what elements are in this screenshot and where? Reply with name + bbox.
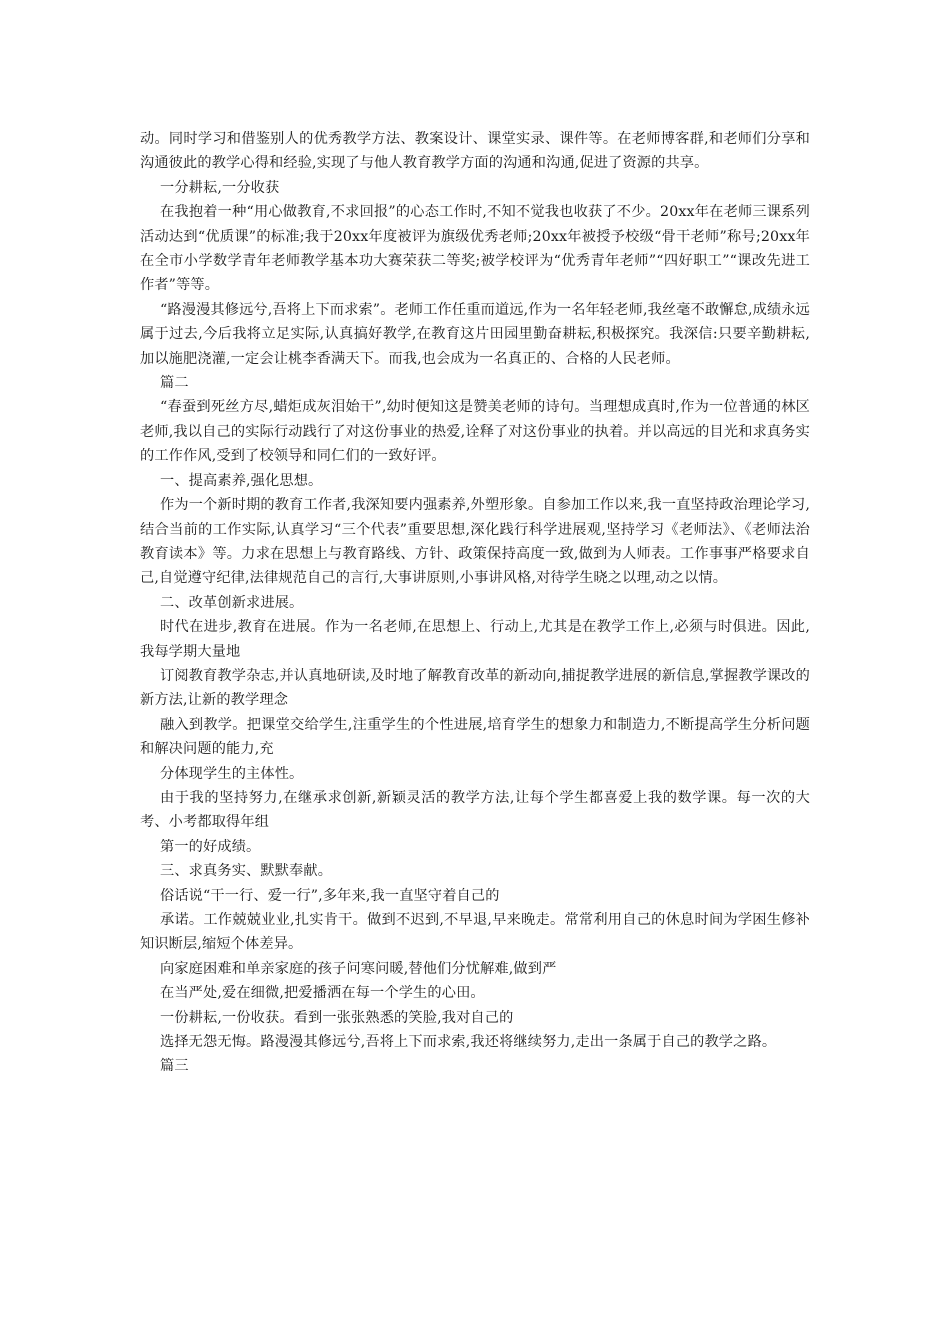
paragraph-section-2b: 订阅教育教学杂志,并认真地研读,及时地了解教育改革的新动向,捕捉教学进展的新信息,掌握教学课改的新方法,让新的教学理念 [140, 667, 810, 709]
paragraph-continuation: 动。同时学习和借鉴别人的优秀教学方法、教案设计、课堂实录、课件等。在老师博客群,和老师们分享和沟通彼此的教学心得和经验,实现了与他人教育教学方面的沟通和沟通,促进了资源的共享。 [140, 131, 810, 172]
section-heading-3: 三、求真务实、默默奉献。 [160, 863, 333, 880]
article-heading-3: 篇三 [160, 1058, 189, 1075]
paragraph-resolve: “路漫漫其修远兮,吾将上下而求索”。老师工作任重而道远,作为一名年轻老师,我丝毫不敢懈怠,成绩永远属于过去,今后我将立足实际,认真搞好教学,在教育这片田园里勤奋耕耘,积极探究。我深信:只要辛勤耕耘,加以施肥浇灌,一定会让桃李香满天下。而我,也会成为一名真正的、合格的人民老师。 [140, 301, 810, 367]
article-heading-2: 篇二 [160, 375, 189, 392]
paragraph-section-2e: 由于我的坚持努力,在继承求创新,新颖灵活的教学方法,让每个学生都喜爱上我的数学课。每一次的大考、小考都取得年组 [140, 789, 810, 831]
document-body [140, 127, 810, 1079]
paragraph-section-3e: 一份耕耘,一份收获。看到一张张熟悉的笑脸,我对自己的 [160, 1009, 514, 1026]
paragraph-section-3b: 承诺。工作兢兢业业,扎实肯干。做到不迟到,不早退,早来晚走。常常利用自己的休息时间为学困生修补知识断层,缩短个体差异。 [140, 912, 810, 953]
paragraph-section-3d: 在当严处,爱在细微,把爱播洒在每一个学生的心田。 [160, 985, 485, 1002]
section-heading-harvest: 一分耕耘,一分收获 [160, 179, 280, 196]
section-heading-2: 二、改革创新求进展。 [160, 594, 304, 611]
paragraph-section-1: 作为一个新时期的教育工作者,我深知要内强素养,外塑形象。自参加工作以来,我一直坚持政治理论学习,结合当前的工作实际,认真学习“三个代表”重要思想,深化践行科学进展观,坚持学习《老师法》、《老师法治教育读本》等。力求在思想上与教育路线、方针、政策保持高度一致,做到为人师表。工作事事严格要求自己,自觉遵守纪律,法律规范自己的言行,大事讲原则,小事讲风格,对待学生晓之以理,动之以情。 [140, 497, 810, 587]
paragraph-section-2f: 第一的好成绩。 [160, 838, 261, 855]
paragraph-section-3a: 俗话说“干一行、爱一行”,多年来,我一直坚守着自己的 [160, 887, 500, 904]
paragraph-section-2c: 融入到教学。把课堂交给学生,注重学生的个性进展,培育学生的想象力和制造力,不断提高学生分析问题和解决问题的能力,充 [140, 716, 810, 758]
paragraph-section-3f: 选择无怨无悔。路漫漫其修远兮,吾将上下而求索,我还将继续努力,走出一条属于自己的教学之路。 [160, 1034, 777, 1051]
paragraph-section-2a: 时代在进步,教育在进展。作为一名老师,在思想上、行动上,尤其是在教学工作上,必须与时俱进。因此,我每学期大量地 [140, 619, 810, 660]
paragraph-achievements: 在我抱着一种“用心做教育,不求回报”的心态工作时,不知不觉我也收获了不少。20xx年在老师三课系列活动达到“优质课”的标准;我于20xx年度被评为旗级优秀老师;20xx年被授予校级“骨干老师”称号;20xx年在全市小学数学青年老师教学基本功大赛荣获二等奖;被学校评为“优秀青年老师”“四好职工”“课改先进工作者”等等。 [140, 204, 810, 294]
paragraph-intro: “春蚕到死丝方尽,蜡炬成灰泪始干”,幼时便知这是赞美老师的诗句。当理想成真时,作为一位普通的林区老师,我以自己的实际行动践行了对这份事业的热爱,诠释了对这份事业的执着。并以高远的目光和求真务实的工作作风,受到了校领导和同仁们的一致好评。 [140, 399, 810, 465]
section-heading-1: 一、提高素养,强化思想。 [160, 472, 323, 489]
paragraph-section-2d: 分体现学生的主体性。 [160, 765, 304, 782]
paragraph-section-3c: 向家庭困难和单亲家庭的孩子问寒问暖,替他们分忧解难,做到严 [160, 960, 557, 977]
